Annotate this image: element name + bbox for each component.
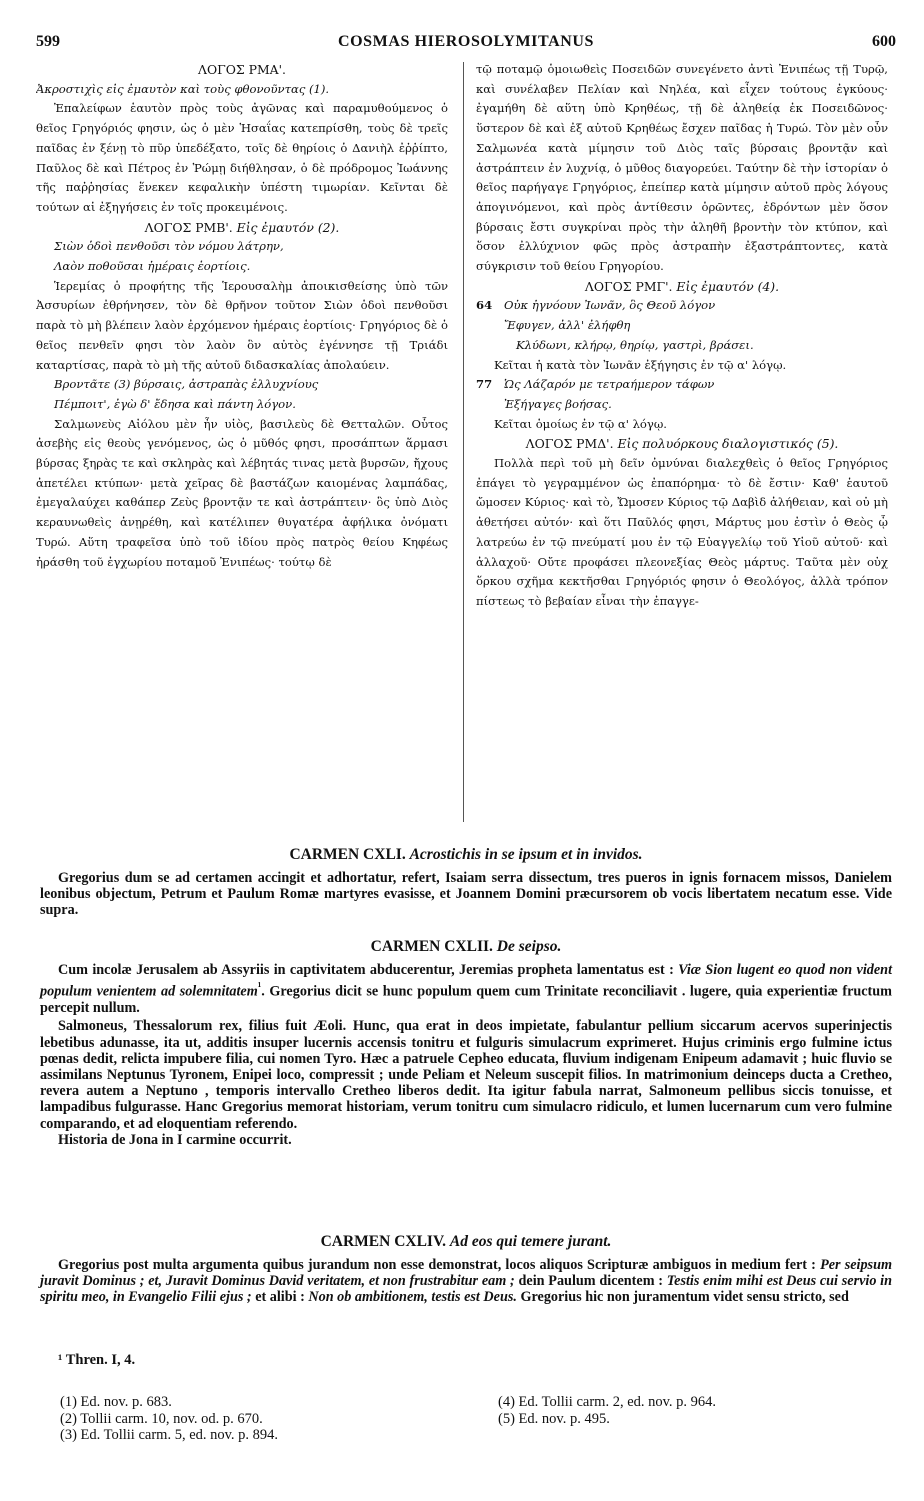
scripture-quote: Viæ Sion lugent eo quod non vident populum venientem ad solemnitatem <box>40 962 893 1000</box>
running-header <box>36 30 896 54</box>
logos-143-subtitle: Εἰς ἐμαυτόν (4). <box>676 278 780 294</box>
logos-144-heading <box>476 434 888 454</box>
greek-left-column <box>36 60 448 830</box>
text-span: Gregorius hic non juramentum videt sensu stricto, sed <box>520 1289 849 1306</box>
text-span: . Gregorius dicit se hunc populum quem cum Trinitate reconciliavit . lugere, quia experientiæ fructum percepit nullum. <box>40 983 892 1017</box>
verse-line: Ἐξήγαγες βοήσας. <box>504 396 612 411</box>
footnote-ref[interactable]: ¹ <box>257 979 262 994</box>
carmen-141-block <box>40 846 892 919</box>
greek-right-column <box>476 60 888 830</box>
verse-line: Ἔφυγεν, ἀλλ' ἐλήφθη <box>504 318 631 333</box>
verse-line: Λαὸν ποθοῦσαι ἡμέραις ἑορτίοις. <box>54 259 251 274</box>
footnote-item: (4) Ed. Tollii carm. 2, ed. nov. p. 964. <box>498 1394 717 1410</box>
logos-142-heading <box>36 218 448 238</box>
carmen-144-title <box>40 1233 892 1251</box>
salmoneus-commentary: Σαλμωνεὺς Αἰόλου μὲν ἦν υἱὸς, βασιλεὺς δὲ Θετταλῶν. Οὗτος ἀσεβὴς εἰς θεοὺς γενόμενος, ὡς ὁ μῦθός φησι, προσάπτων ἅρμασι βύρσας ξηρὰς τε καὶ σκληρὰς καὶ λέβητάς τινας μετὰ βυρσῶν, ἤχους ἀπετέλει κτύπων· μετὰ χεῖρας δὲ βαστάζων καιομένας λαμπάδας, ἐμεγαλαύχει καθάπερ Ζεὺς βροντᾷν τε καὶ ἀστράπτειν· ὃς ὑπὸ Διὸς κεραυνωθεὶς ἀνῃρέθη, καὶ κατέλιπεν θυγατέρα ἀφήλικα ὀνόματι Τυρώ. Αὕτη τραφεῖσα ὑπὸ τοῦ ἰδίου πρὸς πατρὸς θείου Κηφέως ἠράσθη τοῦ ἐγχωρίου ποταμοῦ Ἐνιπέως· τούτῳ δὲ <box>36 416 448 569</box>
carmen-141-title <box>40 846 892 864</box>
logos-141-heading: ΛΟΓΟΣ ΡΜΑ'. <box>198 62 286 77</box>
scripture-quote: Per seipsum juravit Dominus ; et, Juravit Dominus David veritatem, et non frustrabitur eam ; <box>40 1257 893 1290</box>
scripture-quote: Testis enim mihi est Deus cui servio in spiritu meo, in Evangelio Filii ejus ; <box>40 1273 893 1306</box>
text-span: Cum incolæ Jerusalem ab Assyriis in captivitatem abducerentur, Jeremias propheta lamentatus est : <box>58 962 674 978</box>
verse-line: Κλύδωνι, κλήρῳ, θηρίῳ, γαστρὶ, βράσει. <box>516 337 754 352</box>
carmen-144-block <box>40 1233 892 1306</box>
logos-141-title: Ἀκροστιχὶς εἰς ἐμαυτὸν καὶ τοὺς φθονοῦντας (1). <box>36 81 330 96</box>
carmen-144-text <box>40 1257 892 1306</box>
jona-note: Historia de Jona in I carmine occurrit. <box>58 1131 292 1148</box>
column-divider <box>463 62 464 822</box>
carmen-number: CARMEN CXLI. <box>289 846 406 863</box>
carmen-142-title <box>40 938 892 956</box>
logos-144-number: ΛΟΓΟΣ ΡΜΔ'. <box>525 436 614 452</box>
logos-143-note: Κεῖται ἡ κατὰ τὸν Ἰωνᾶν ἐξήγησις ἐν τῷ α' λόγῳ. <box>494 357 787 372</box>
salmoneus-continuation: τῷ ποταμῷ ὁμοιωθεὶς Ποσειδῶν συνεγένετο ἀντὶ Ἐνιπέως τῇ Τυρῷ, καὶ συνέλαβεν Πελίαν καὶ Νηλέα, καὶ εἶχεν τούτους ἐγκύους· ἐγαμήθη δὲ αὕτη ὑπὸ Κρηθέως, τῇ δὲ ἀληθείᾳ ἐκ Ποσειδῶνος· ὕστερον δὲ καὶ ἐξ αὐτοῦ Κρηθέως ἔσχεν παῖδας ἡ Τυρώ. Τὸν μὲν οὖν Σαλμωνέα κατὰ μίμησιν τοῦ Διὸς ταῖς βύρσαις βροντᾷν καὶ ἀστράπτειν ἐν λυχνίᾳ, ὁ μῦθος διαγορεύει. Ταύτην δὲ τὴν ἱστορίαν ὁ θεῖος παρήγαγε Γρηγόριος, ἐπείπερ κατὰ μίμησιν αὐτοῦ πρὸς λόγους ἀπογινόμενοι, καὶ πρὸς ἀντίθεσιν ὁρῶντες, ἐδρόντων μὲν ὅσον βύρσαις ἔστι συγκρίναι πρὸς τὴν ἀληθῆ βροντὴν τὸν κτύπον, καὶ ὅσον ἐλλύχνιον φῶς πρὸς ἀστραπὴν ἐξαστράπτοντες, κατὰ σύγκρισιν τοῦ θείου Γρηγορίου. <box>476 62 888 274</box>
logos-142-subtitle: Εἰς ἐμαυτόν (2). <box>236 219 340 235</box>
carmen-number: CARMEN CXLIV. <box>320 1233 447 1250</box>
footnotes-left <box>60 1394 278 1444</box>
page-number-left: 599 <box>36 33 60 50</box>
logos-143-number: ΛΟΓΟΣ ΡΜΓ'. <box>584 278 673 294</box>
scripture-quote: Non ob ambitionem, testis est Deus. <box>308 1289 517 1306</box>
logos-143-heading <box>476 277 888 297</box>
salmoneus-latin: Salmoneus, Thessalorum rex, filius fuit Æoli. Hunc, qua erat in deos impietate, fabulantur pellium siccarum acervos superinjectis lebetibus adunasse, ita ut, additis insuper lucernis accensis tonitru et fulguris simulacrum exprimeret. Hujus criminis ergo fulmine ictus pœnas dedit, relicta impubere filia, cui nomen Tyro. Hæc a patruele Cepheo educata, fluvium indigenam Enipeum adamavit ; huic fluvio se assimilans Neptunus Tyronem, Enipei loco, compressit ; unde Peliam et Neleum suscepit filios. In matrimonium deinceps ducta a Cretheo, revera autem a Neptuno , temporis intervallo Cretheo liberos dedit. Ita igitur fabula narrat, Salmoneum pellibus siccis tonuisse, et lampadibus fulgurasse. Hanc Gregorius memorat historiam, verum tonitru cum simulacro ridiculo, et lumen lucernarum cum vero fulmine comparando, et ad eloquentiam referendo. <box>40 1018 892 1132</box>
verse-line: Βροντᾶτε (3) βύρσαις, ἀστραπὰς ἐλλυχνίους <box>54 377 319 392</box>
logos-144-commentary: Πολλὰ περὶ τοῦ μὴ δεῖν ὀμνύναι διαλεχθεὶς ὁ θεῖος Γρηγόριος ἐπάγει τὸ γεγραμμένον ὡς ἐπαπόρημα· τὸ δὲ ἔστιν· Καθ' ἑαυτοῦ ὤμοσεν Κύριος· καὶ τὸ, Ὤμοσεν Κύριος τῷ Δαβὶδ ἀλήθειαν, καὶ οὐ μὴ ἀθετήσει αὐτόν· καὶ ὅτι Παῦλός φησι, Μάρτυς μου ἐστὶν ὁ Θεὸς ᾧ λατρεύω ἐν τῷ πνεύματί μου ἐν τῷ Εὐαγγελίῳ τοῦ Υἱοῦ αὐτοῦ· καὶ ἀλλαχοῦ· Οὔτε προφάσει πλεονεξίας Θεὸς μάρτυς. Ταῦτα μὲν οὐχ ὅρκου σχῆμα κεκτῆσθαι Γρηγόριός φησιν ὁ Θεολόγος, ἀλλὰ τρόπον πίστεως τὸ βεβαίαν εἶναι τὴν ἐπαγγε- <box>476 456 888 608</box>
logos-142-commentary: Ἱερεμίας ὁ προφήτης τῆς Ἱερουσαλὴμ ἀποικισθείσης ὑπὸ τῶν Ἀσσυρίων ἐθρήνησεν, τὸν δὲ θρῆνον τοῦτον Σιὼν ὁδοὶ πενθοῦσι παρὰ τὸ μὴ βλέπειν λαὸν ἐρχόμενον ἡμέραις ἑορτίοις· Γρηγόριος δὲ ὁ θεῖος πενθεῖν φησι τὸν λαὸν ὃν αὐτὸς ἐγέννησε τῇ Τριάδι καταρτίσας, παρὰ τὸ μὴ τῆς αὐτοῦ διδασκαλίας ἀπολαύειν. <box>36 278 448 372</box>
logos-142-verse <box>36 237 448 276</box>
text-span: dein Paulum dicentem : <box>518 1273 664 1290</box>
carmen-141-text: Gregorius dum se ad certamen accingit et adhortatur, refert, Isaiam serra dissectum, tres pueros in ignis fornacem missos, Danielem leonibus objectum, Petrum et Paulum Romæ martyres evasisse, et Joannem Domini præcursorem ob vocis libertatem necatum esse. Vide supra. <box>40 870 892 919</box>
verse-text: Ὡς Λάζαρόν με τετραήμερον τάφων <box>504 377 715 392</box>
running-title: COSMAS HIEROSOLYMITANUS <box>337 33 595 50</box>
footnote-item: (2) Tollii carm. 10, nov. od. p. 670. <box>60 1410 263 1427</box>
logos-141-commentary: Ἐπαλείφων ἑαυτὸν πρὸς τοὺς ἀγῶνας καὶ παραμυθούμενος ὁ θεῖος Γρηγόριός φησιν, ὡς ὁ μὲν Ἡσαΐας κατεπρίσθη, τοὺς δὲ τρεῖς παῖδας ἐν ξένῃ τὸ πῦρ ὑπεδέξατο, τοῖς δὲ θηρίοις ὁ Δανιὴλ ἐῤῥίπτο, Παῦλος δὲ καὶ Πέτρος ἐν Ῥώμῃ διήθλησαν, ὁ δὲ πρόδρομος Ἰωάννης τῆς παῤῥησίας ἕνεκεν κεφαλικὴν ὑπέστη τιμωρίαν. Κεῖνται δὲ τούτων αἱ ἐξηγήσεις ἐν τοῖς προκειμένοις. <box>36 101 448 214</box>
verse-line: Πέμποιτ', ἐγὼ δ' ἔδησα καὶ πάντη λόγον. <box>54 396 296 411</box>
footnote-threni: ¹ Thren. I, 4. <box>58 1352 136 1368</box>
verse-text: Οὐκ ἠγνόουν Ἰωνᾶν, ὃς Θεοῦ λόγον <box>504 298 716 313</box>
verse-line <box>476 375 888 395</box>
carmen-subtitle: Acrostichis in se ipsum et in invidos. <box>409 846 643 863</box>
carmen-142-text <box>40 962 892 1016</box>
footnote-item: (5) Ed. nov. p. 495. <box>498 1410 610 1427</box>
verse-line <box>476 296 888 316</box>
text-span: et alibi : <box>255 1289 305 1306</box>
carmen-subtitle: De seipso. <box>496 938 562 955</box>
footnote-item: (1) Ed. nov. p. 683. <box>60 1394 172 1410</box>
carmen-number: CARMEN CXLII. <box>370 938 493 955</box>
carmen-142-block <box>40 938 892 1148</box>
text-span: Gregorius post multa argumenta quibus jurandum non esse demonstrat, locos aliquos Scripturæ ambiguos in medium fert : <box>58 1257 816 1273</box>
logos-142-number: ΛΟΓΟΣ ΡΜΒ'. <box>144 219 233 235</box>
verse-number: 64 <box>476 298 493 313</box>
verse-number: 77 <box>476 377 493 392</box>
carmen-subtitle: Ad eos qui temere jurant. <box>449 1233 612 1250</box>
footnote-item: (3) Ed. Tollii carm. 5, ed. nov. p. 894. <box>60 1427 279 1443</box>
logos-143-note-2: Κεῖται ὁμοίως ἐν τῷ α' λόγῳ. <box>494 416 667 431</box>
verse-line: Σιὼν ὁδοὶ πενθοῦσι τὸν νόμου λάτρην, <box>54 239 284 254</box>
logos-142-verse-2 <box>36 375 448 414</box>
footnotes-right <box>498 1394 716 1427</box>
page-number-right: 600 <box>871 33 896 50</box>
logos-144-subtitle: Εἰς πολυόρκους διαλογιστικός (5). <box>617 436 839 452</box>
